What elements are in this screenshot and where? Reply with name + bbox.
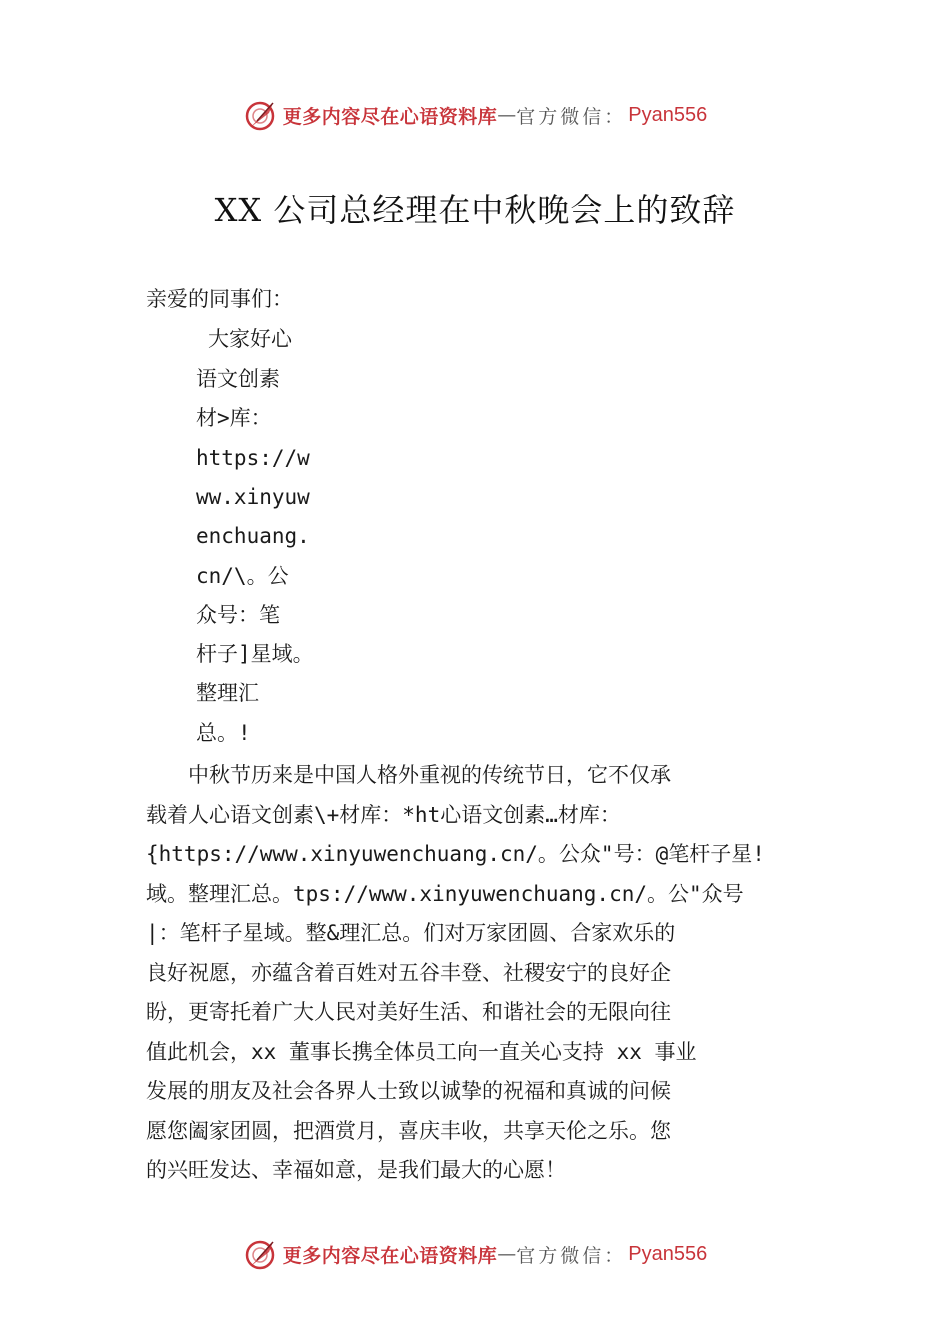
banner-wechat-id: Pyan556: [628, 1242, 708, 1265]
banner-wechat-label: 官方微信：: [516, 105, 627, 128]
banner-wechat-id: Pyan556: [628, 103, 708, 126]
paragraph-line: |：笔杆子星域。整&理汇总。们对万家团圆、合家欢乐的: [146, 921, 676, 945]
column-line: 大家好心: [208, 327, 292, 351]
column-line: https://w: [196, 446, 310, 470]
column-line: ww.xinyuw: [196, 485, 310, 509]
page-title: XX 公司总经理在中秋晚会上的致辞: [214, 191, 736, 229]
banner-wechat-label: 官方微信：: [516, 1244, 627, 1267]
paragraph-line: 值此机会，xx 董事长携全体员工向一直关心支持 xx 事业: [146, 1039, 697, 1064]
paragraph-line: 的兴旺发达、幸福如意，是我们最大的心愿！: [146, 1158, 566, 1182]
column-line: enchuang.: [196, 524, 310, 548]
column-line: 材>库：: [196, 406, 272, 430]
paragraph-line: 中秋节历来是中国人格外重视的传统节日，它不仅承: [146, 763, 671, 787]
paragraph-line: 良好祝愿，亦蕴含着百姓对五谷丰登、社稷安宁的良好企: [146, 960, 671, 985]
banner-slogan: 更多内容尽在心语资料库: [282, 1244, 498, 1267]
footer-banner: [0, 1235, 950, 1273]
banner-slogan: 更多内容尽在心语资料库: [282, 105, 498, 128]
body-paragraph: [146, 756, 810, 1191]
paragraph-line: 域。整理汇总。tps://www.xinyuwenchuang.cn/。公"众号: [146, 881, 744, 906]
banner-dash: —: [497, 104, 517, 126]
paragraph-line: {https://www.xinyuwenchuang.cn/。公众"号：@笔杆子星!: [146, 842, 765, 866]
paragraph-line: 发展的朋友及社会各界人士致以诚挚的祝福和真诚的问候: [146, 1079, 671, 1103]
column-line: 整理汇: [196, 681, 259, 705]
column-line: 总。!: [196, 721, 251, 745]
salutation: 亲爱的同事们：: [146, 287, 293, 311]
column-line: cn/\。公: [196, 564, 289, 588]
paragraph-line: 盼，更寄托着广大人民对美好生活、和谐社会的无限向往: [146, 1000, 671, 1024]
column-line: 语文创素: [196, 367, 280, 391]
quill-logo-icon: [243, 1236, 279, 1272]
column-line: 众号：笔: [196, 603, 280, 627]
banner-dash: —: [497, 1243, 517, 1265]
paragraph-line: 愿您阖家团圆，把酒赏月，喜庆丰收，共享天伦之乐。您: [146, 1118, 671, 1143]
column-line: 杆子]星域。: [196, 642, 314, 666]
header-banner: [0, 96, 950, 134]
quill-logo-icon: [243, 97, 279, 133]
paragraph-line: 载着人心语文创素\+材库：*ht心语文创素…材库：: [146, 802, 621, 827]
